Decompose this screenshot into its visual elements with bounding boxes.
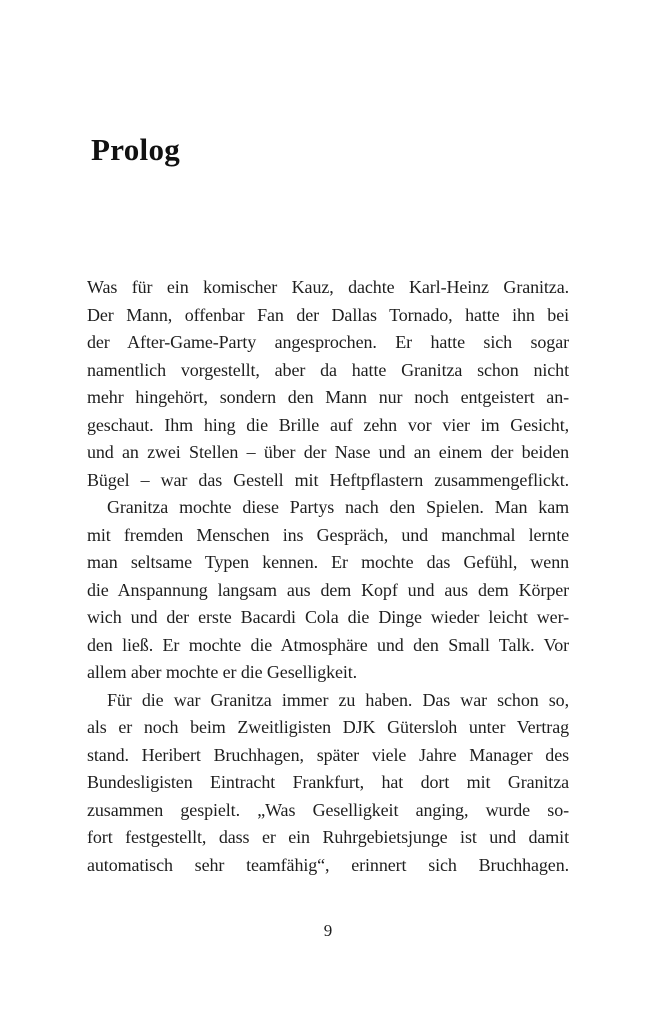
- text-line: und an zwei Stellen – über der Nase und an einem der beiden: [87, 442, 569, 462]
- text-line: zusammen gespielt. „Was Geselligkeit anging, wurde so-: [87, 799, 569, 820]
- text-line: geschaut. Ihm hing die Brille auf zehn vor vier im Gesicht,: [87, 414, 569, 435]
- text-line: den ließ. Er mochte die Atmosphäre und den Small Talk. Vor: [87, 634, 569, 655]
- text-line: mit fremden Menschen ins Gespräch, und manchmal lernte: [87, 524, 569, 545]
- text-line: Bügel – war das Gestell mit Heftpflastern zusammengeflickt.: [87, 469, 569, 490]
- paragraph: [87, 274, 569, 494]
- text-line: Bundesligisten Eintracht Frankfurt, hat dort mit Granitza: [87, 772, 569, 792]
- text-line: Was für ein komischer Kauz, dachte Karl-Heinz Granitza.: [87, 277, 569, 297]
- text-line: Für die war Granitza immer zu haben. Das war schon so,: [107, 689, 569, 710]
- text-line: mehr hingehört, sondern den Mann nur noch entgeistert an-: [87, 387, 569, 407]
- text-line: wich und der erste Bacardi Cola die Dinge wieder leicht wer-: [87, 607, 569, 627]
- paragraph: [87, 494, 569, 687]
- text-line: allem aber mochte er die Geselligkeit.: [87, 662, 358, 682]
- paragraph: [87, 687, 569, 880]
- text-line: die Anspannung langsam aus dem Kopf und aus dem Körper: [87, 579, 569, 600]
- text-line: fort festgestellt, dass er ein Ruhrgebietsjunge ist und damit: [87, 827, 569, 847]
- text-line: stand. Heribert Bruchhagen, später viele Jahre Manager des: [87, 744, 569, 765]
- text-line: Granitza mochte diese Partys nach den Spielen. Man kam: [107, 497, 569, 517]
- page-number: 9: [323, 921, 333, 940]
- text-line: Der Mann, offenbar Fan der Dallas Tornado, hatte ihn bei: [87, 304, 569, 325]
- chapter-heading: Prolog: [91, 132, 181, 167]
- text-line: man seltsame Typen kennen. Er mochte das Gefühl, wenn: [87, 552, 569, 572]
- text-line: automatisch sehr teamfähig“, erinnert sich Bruchhagen.: [87, 854, 569, 875]
- text-line: namentlich vorgestellt, aber da hatte Granitza schon nicht: [87, 359, 569, 380]
- body-text: [87, 274, 569, 879]
- text-line: als er noch beim Zweitligisten DJK Gütersloh unter Vertrag: [87, 717, 569, 737]
- text-line: der After-Game-Party angesprochen. Er hatte sich sogar: [87, 332, 569, 352]
